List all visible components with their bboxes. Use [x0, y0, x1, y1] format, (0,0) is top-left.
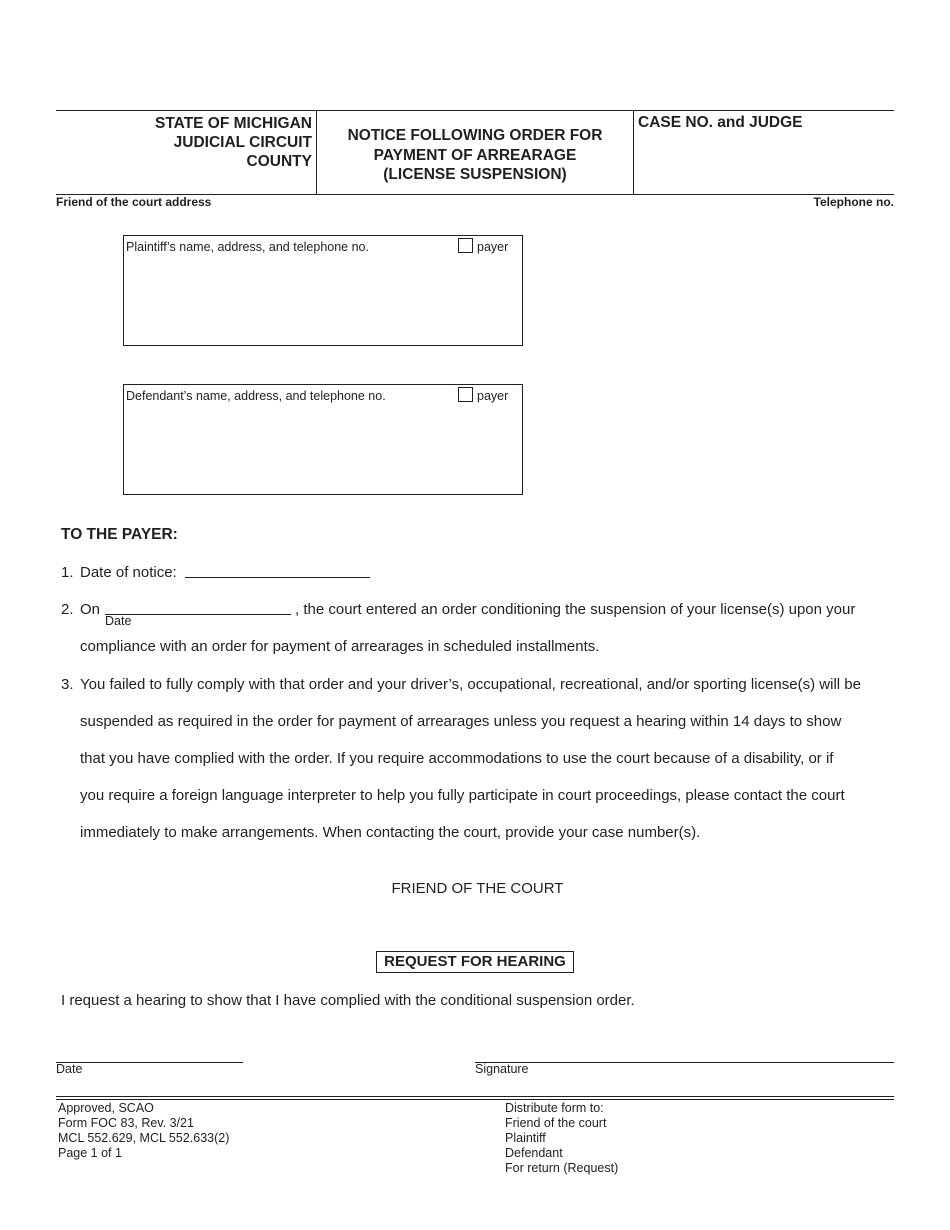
case-number-label: CASE NO. and JUDGE [638, 114, 803, 131]
form-title-line-2: PAYMENT OF ARREARAGE [373, 146, 577, 164]
footer-double-rule [56, 1096, 894, 1100]
request-text: I request a hearing to show that I have complied with the conditional suspension order. [61, 992, 635, 1009]
form-info [58, 1101, 229, 1161]
request-for-hearing-heading: REQUEST FOR HEARING [376, 951, 574, 973]
telephone-label: Telephone no. [813, 195, 894, 209]
foc-signature-label: FRIEND OF THE COURT [391, 880, 564, 897]
header-top-rule [56, 110, 894, 111]
request-date-line[interactable] [56, 1062, 243, 1063]
judicial-circuit: JUDICIAL CIRCUIT [173, 134, 312, 151]
form-info-line: Page 1 of 1 [58, 1146, 122, 1160]
distribution-line: Friend of the court [505, 1116, 607, 1130]
defendant-box[interactable] [123, 384, 523, 495]
distribution-line: Defendant [505, 1146, 563, 1160]
distribution-line: For return (Request) [505, 1161, 619, 1175]
plaintiff-box[interactable] [123, 235, 523, 346]
item-3-line-2: suspended as required in the order for payment of arrearages unless you request a hearing within 14 days to show [80, 713, 842, 730]
signature-line[interactable] [475, 1062, 894, 1063]
defendant-payer-checkbox[interactable] [458, 387, 473, 402]
form-info-line: Approved, SCAO [58, 1101, 154, 1115]
notice-date-field[interactable] [185, 577, 370, 578]
to-the-payer-heading: TO THE PAYER: [61, 526, 178, 543]
form-title-line-3: (LICENSE SUSPENSION) [383, 166, 567, 183]
distribution-line: Distribute form to: [505, 1101, 604, 1115]
item-3-number: 3. [61, 676, 74, 693]
form-title-line-1: NOTICE FOLLOWING ORDER FOR [347, 127, 603, 144]
court-block [155, 114, 312, 171]
plaintiff-payer-checkbox[interactable] [458, 238, 473, 253]
item-1-number: 1. [61, 564, 74, 581]
signature-label: Signature [475, 1062, 529, 1076]
distribution-line: Plaintiff [505, 1131, 546, 1145]
request-date-label: Date [56, 1062, 83, 1076]
item-3-line-1: You failed to fully comply with that order and your driver’s, occupational, recreational, and/or sporting license(s) will be [80, 676, 861, 693]
header-divider-left [316, 110, 317, 195]
item-2-on: On [80, 601, 101, 618]
item-1-text: Date of notice: [80, 564, 177, 581]
county: COUNTY [246, 153, 312, 170]
header-divider-right [633, 110, 634, 195]
form-info-line: MCL 552.629, MCL 552.633(2) [58, 1131, 230, 1145]
defendant-label: Defendant’s name, address, and telephone no. [126, 389, 386, 403]
order-date-caption: Date [105, 614, 132, 628]
distribution-list [505, 1101, 618, 1176]
defendant-payer-label: payer [477, 389, 509, 403]
item-2-text: , the court entered an order conditioning the suspension of your license(s) upon your [295, 601, 856, 618]
order-date-field[interactable] [105, 614, 291, 615]
state-name: STATE OF MICHIGAN [155, 115, 312, 132]
foc-address-label: Friend of the court address [56, 195, 212, 209]
item-3-line-4: you require a foreign language interpreter to help you fully participate in court proceedings, please contact the court [80, 787, 845, 804]
form-info-line: Form FOC 83, Rev. 3/21 [58, 1116, 194, 1130]
form-title [318, 126, 632, 185]
item-2-text-line-2: compliance with an order for payment of arrearages in scheduled installments. [80, 638, 600, 655]
item-2-number: 2. [61, 601, 74, 618]
item-3-line-3: that you have complied with the order. If you require accommodations to use the court because of a disability, or if [80, 750, 834, 767]
plaintiff-payer-label: payer [477, 240, 509, 254]
plaintiff-label: Plaintiff’s name, address, and telephone no. [126, 240, 369, 254]
item-3-line-5: immediately to make arrangements. When contacting the court, provide your case number(s). [80, 824, 701, 841]
